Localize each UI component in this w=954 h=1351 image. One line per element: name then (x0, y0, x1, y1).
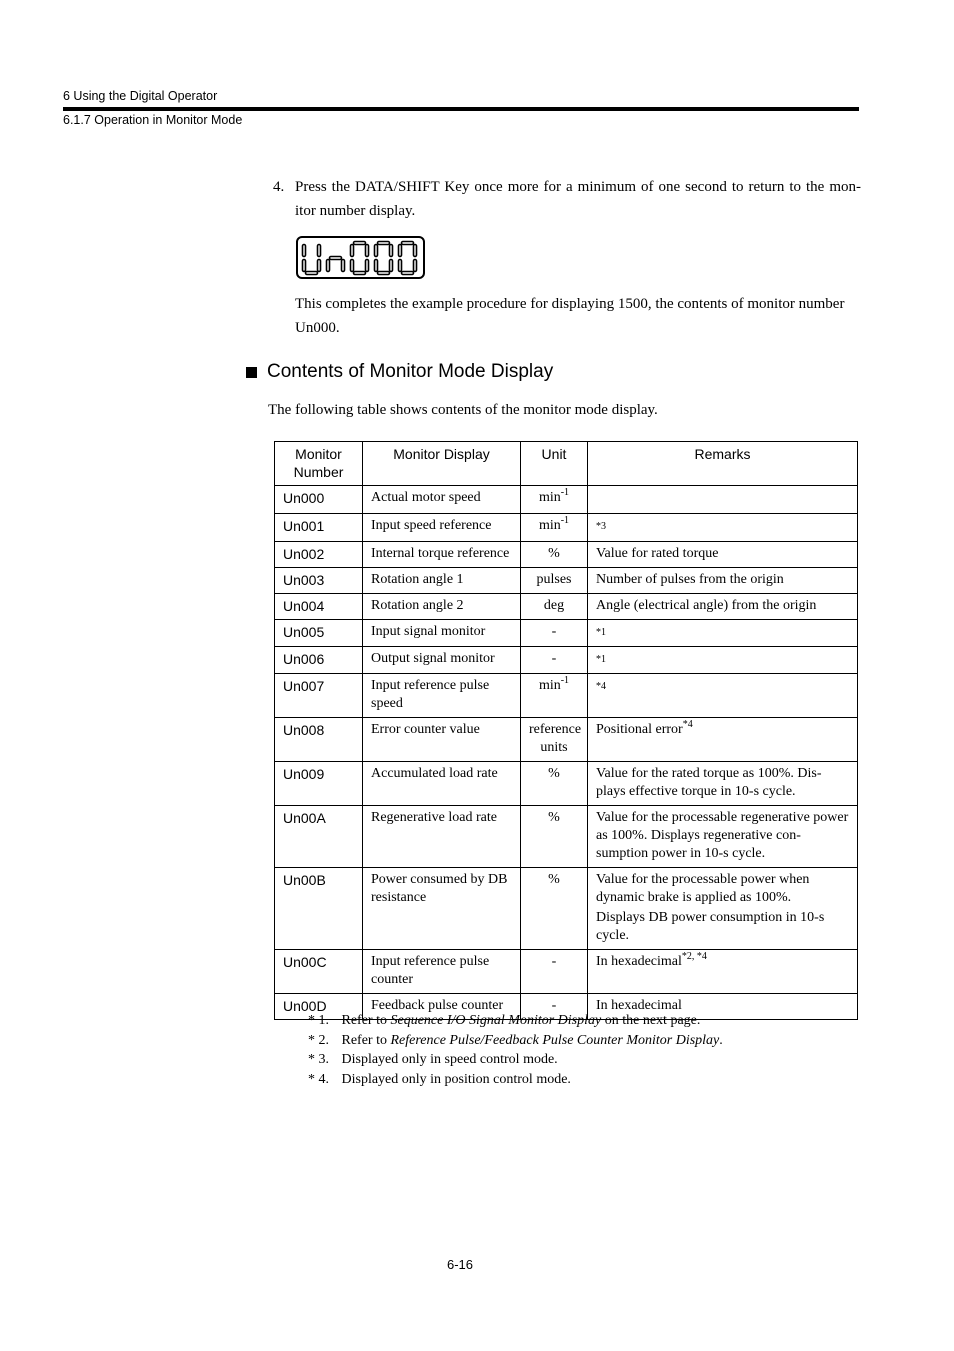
cell-monitor-display (363, 514, 521, 542)
table-row (275, 568, 858, 594)
cell-monitor-number (275, 806, 363, 868)
footnote-ref: *1 (596, 627, 606, 638)
footnote (308, 1050, 723, 1070)
header-monitor-number: Monitor Number (275, 442, 363, 486)
cell-monitor-display (363, 647, 521, 674)
table-row (275, 806, 858, 868)
monitor-display: Regenerative load rate (371, 810, 497, 825)
monitor-number: Un001 (283, 518, 325, 534)
unit: deg (543, 598, 565, 613)
footnote-text: Displayed only in position control mode. (341, 1071, 571, 1087)
footnote-reference-title: Reference Pulse/Feedback Pulse Counter Monitor Display (390, 1032, 720, 1048)
cell-monitor-number (275, 486, 363, 514)
table-row (275, 718, 858, 762)
running-header-chapter: 6 Using the Digital Operator (63, 89, 218, 103)
completion-paragraph: This completes the example procedure for displaying 1500, the contents of monitor number Un000. (295, 296, 845, 336)
monitor-display: Input signal monitor (371, 624, 486, 639)
footnote-text: Refer to (341, 1013, 391, 1028)
cell-remarks (588, 674, 858, 718)
unit-exponent: -1 (560, 487, 570, 498)
cell-monitor-number (275, 568, 363, 594)
monitor-display: Output signal monitor (371, 651, 495, 666)
unit: % (548, 546, 560, 561)
cell-unit (521, 674, 588, 718)
monitor-display: Input reference pulse speed (371, 678, 490, 711)
cell-unit (521, 718, 588, 762)
unit-exponent: -1 (560, 515, 570, 526)
cell-remarks (588, 514, 858, 542)
monitor-number: Un008 (283, 722, 325, 738)
header-rule (63, 107, 859, 111)
cell-remarks (588, 568, 858, 594)
table-intro: The following table shows contents of the monitor mode display. (268, 402, 658, 418)
header-monitor-display: Monitor Display (363, 442, 521, 486)
cell-monitor-display (363, 568, 521, 594)
unit: - (551, 998, 557, 1013)
cell-monitor-display (363, 486, 521, 514)
footnote-text: Displayed only in speed control mode. (341, 1052, 558, 1067)
step-number: 4. (273, 179, 285, 195)
cell-unit (521, 514, 588, 542)
cell-monitor-display (363, 806, 521, 868)
unit: min (538, 490, 561, 505)
cell-unit (521, 762, 588, 806)
step-text: Press the DATA/SHIFT Key once more for a minimum of one second to return to the mon-itor number display. (295, 179, 861, 219)
monitor-display: Internal torque reference (371, 546, 510, 561)
cell-unit (521, 647, 588, 674)
remark: In hexadecimal (596, 954, 682, 969)
footnote (308, 1070, 723, 1090)
cell-remarks (588, 868, 858, 950)
unit: pulses (536, 572, 572, 587)
unit: - (551, 651, 557, 666)
cell-monitor-display (363, 542, 521, 568)
cell-monitor-number (275, 620, 363, 647)
cell-monitor-display (363, 718, 521, 762)
footnote-mark: * 4. (308, 1071, 329, 1087)
table-header-row (275, 442, 858, 486)
monitor-number: Un00C (283, 954, 327, 970)
remark: Value for rated torque (596, 546, 719, 561)
monitor-mode-table (274, 441, 858, 1020)
remark: Value for the rated torque as 100%. Dis-plays effective torque in 10-s cycle. (596, 766, 822, 799)
footnote-ref: *2, *4 (681, 951, 707, 962)
table-row (275, 514, 858, 542)
cell-remarks (588, 647, 858, 674)
unit: min (538, 678, 561, 693)
running-header-section: 6.1.7 Operation in Monitor Mode (63, 113, 243, 127)
lcd-display-un000 (296, 236, 425, 279)
cell-monitor-number (275, 542, 363, 568)
cell-monitor-number (275, 594, 363, 620)
monitor-number: Un006 (283, 651, 325, 667)
table-row (275, 868, 858, 950)
cell-unit (521, 620, 588, 647)
cell-remarks (588, 762, 858, 806)
cell-unit (521, 542, 588, 568)
cell-unit (521, 486, 588, 514)
monitor-display: Input speed reference (371, 518, 492, 533)
cell-unit (521, 568, 588, 594)
header-remarks: Remarks (588, 442, 858, 486)
monitor-number: Un002 (283, 546, 325, 562)
footnote (308, 1031, 723, 1051)
unit-exponent: -1 (560, 675, 570, 686)
section-title: Contents of Monitor Mode Display (267, 361, 554, 382)
cell-remarks (588, 486, 858, 514)
monitor-display: Rotation angle 1 (371, 572, 464, 587)
table-row (275, 950, 858, 994)
remark: Value for the processable power when dynamic brake is applied as 100%. (596, 872, 810, 905)
cell-monitor-display (363, 762, 521, 806)
unit: min (538, 518, 561, 533)
footnote-reference-title: Sequence I/O Signal Monitor Display (390, 1013, 602, 1028)
remark: Value for the processable regenerative power as 100%. Displays regenerative con-sumption power in 10-s cycle. (596, 810, 849, 861)
monitor-display: Power consumed by DB resistance (371, 872, 508, 905)
table-row (275, 542, 858, 568)
monitor-number: Un005 (283, 624, 325, 640)
monitor-number: Un003 (283, 572, 325, 588)
footnotes (308, 1011, 723, 1089)
cell-monitor-number (275, 950, 363, 994)
footnote-ref: *3 (596, 521, 606, 532)
footnote-ref: *1 (596, 654, 606, 665)
cell-monitor-display (363, 950, 521, 994)
monitor-display: Actual motor speed (371, 490, 481, 505)
footnote-mark: * 2. (308, 1032, 329, 1048)
cell-monitor-display (363, 594, 521, 620)
monitor-number: Un007 (283, 678, 325, 694)
cell-unit (521, 594, 588, 620)
footnote-mark: * 3. (308, 1052, 329, 1067)
cell-monitor-number (275, 762, 363, 806)
remark: In hexadecimal (596, 998, 682, 1013)
cell-monitor-number (275, 674, 363, 718)
section-heading (246, 361, 553, 383)
footnote-text-end: . (719, 1032, 723, 1048)
cell-remarks (588, 620, 858, 647)
square-bullet-icon (246, 367, 257, 378)
table-row (275, 620, 858, 647)
cell-remarks (588, 806, 858, 868)
cell-unit (521, 868, 588, 950)
monitor-display: Accumulated load rate (371, 766, 498, 781)
cell-monitor-number (275, 868, 363, 950)
monitor-number: Un009 (283, 766, 325, 782)
remark: Number of pulses from the origin (596, 572, 784, 587)
table-row (275, 486, 858, 514)
cell-monitor-number (275, 718, 363, 762)
cell-monitor-display (363, 620, 521, 647)
table-row (275, 762, 858, 806)
footnote-text: Refer to (341, 1032, 391, 1048)
unit: % (548, 872, 560, 887)
cell-remarks (588, 950, 858, 994)
header-unit: Unit (521, 442, 588, 486)
monitor-number: Un00A (283, 810, 326, 826)
table-row (275, 674, 858, 718)
unit: % (548, 810, 560, 825)
remark: Angle (electrical angle) from the origin (596, 598, 817, 613)
monitor-display: Feedback pulse counter (371, 998, 504, 1013)
monitor-number: Un00B (283, 872, 326, 888)
cell-unit (521, 806, 588, 868)
cell-monitor-display (363, 674, 521, 718)
remark: Positional error (596, 722, 683, 737)
cell-remarks (588, 542, 858, 568)
cell-monitor-number (275, 647, 363, 674)
monitor-number: Un00D (283, 998, 327, 1014)
step-4 (273, 175, 861, 223)
footnote-ref: *4 (596, 681, 606, 692)
footnote (308, 1011, 723, 1031)
unit: - (551, 624, 557, 639)
page-number: 6-16 (447, 1257, 474, 1272)
unit: reference units (529, 722, 582, 755)
monitor-number: Un004 (283, 598, 325, 614)
cell-monitor-number (275, 514, 363, 542)
cell-unit (521, 950, 588, 994)
cell-monitor-display (363, 868, 521, 950)
cell-remarks (588, 718, 858, 762)
remark-continued: Displays DB power consumption in 10-s cycle. (596, 910, 825, 943)
monitor-number: Un000 (283, 490, 325, 506)
unit: - (551, 954, 557, 969)
table-row (275, 594, 858, 620)
unit: % (548, 766, 560, 781)
monitor-display: Rotation angle 2 (371, 598, 464, 613)
footnote-ref: *4 (682, 719, 693, 730)
footnote-mark: * 1. (308, 1013, 329, 1028)
monitor-display: Input reference pulse counter (371, 954, 490, 987)
footnote-text-end: on the next page. (601, 1013, 701, 1028)
cell-remarks (588, 594, 858, 620)
monitor-display: Error counter value (371, 722, 480, 737)
table-row (275, 647, 858, 674)
